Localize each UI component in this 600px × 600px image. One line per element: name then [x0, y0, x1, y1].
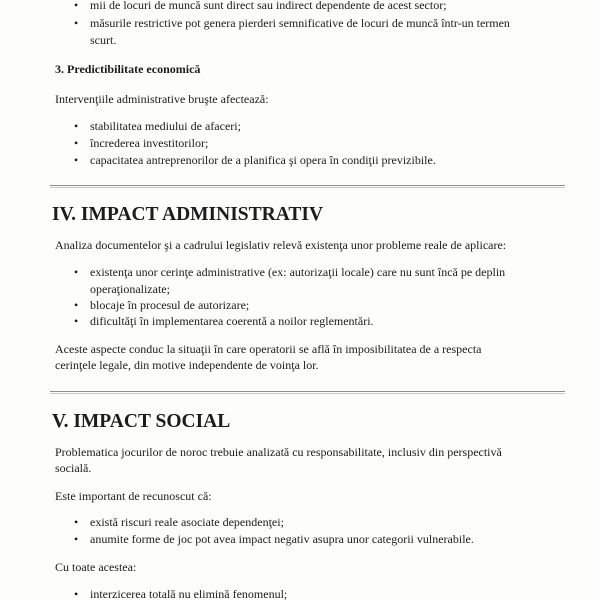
paragraph-line: Aceste aspecte conduc la situaţii în care operatorii se află în imposibilitatea de a respecta — [55, 342, 482, 356]
bullet-dot: • — [74, 16, 79, 30]
section-heading: V. IMPACT SOCIAL — [52, 411, 231, 432]
bullet-item-text: capacitatea antreprenorilor de a planifica şi opera în condiţii previzibile. — [90, 153, 436, 167]
bullet-dot: • — [74, 532, 79, 546]
bullet-dot: • — [74, 314, 79, 328]
bullet-item-text: încrederea investitorilor; — [90, 136, 209, 150]
bullet-item-text: stabilitatea mediului de afaceri; — [90, 119, 241, 133]
bullet-dot: • — [74, 153, 79, 167]
horizontal-rule — [50, 391, 565, 394]
paragraph-line: Este important de recunoscut că: — [55, 489, 212, 503]
subsection-heading: 3. Predictibilitate economică — [55, 62, 201, 76]
section-heading: IV. IMPACT ADMINISTRATIV — [52, 204, 324, 225]
bullet-dot: • — [74, 0, 79, 12]
bullet-dot: • — [74, 119, 79, 133]
bullet-dot: • — [74, 515, 79, 529]
bullet-item-text: mii de locuri de muncă sunt direct sau indirect dependente de acest sector; — [90, 0, 447, 12]
bullet-dot: • — [74, 298, 79, 312]
bullet-item-text: măsurile restrictive pot genera pierderi semnificative de locuri de muncă într-un termen — [90, 16, 510, 30]
paragraph-line: cerinţele legale, din motive independente de voinţa lor. — [55, 358, 319, 372]
bullet-item-text: anumite forme de joc pot avea impact negativ asupra unor categorii vulnerabile. — [90, 532, 474, 546]
bullet-item-text: există riscuri reale asociate dependenţei; — [90, 515, 284, 529]
paragraph-line: Intervenţiile administrative bruşte afectează: — [55, 92, 269, 106]
paragraph-line: Analiza documentelor şi a cadrului legislativ relevă existenţa unor probleme reale de aplicare: — [55, 238, 507, 252]
paragraph-line: socială. — [55, 461, 92, 475]
bullet-item-continuation: operaţionalizate; — [90, 282, 170, 296]
bullet-item-text: interzicerea totală nu elimină fenomenul; — [90, 587, 288, 600]
bullet-item-continuation: scurt. — [90, 33, 117, 47]
horizontal-rule — [50, 185, 565, 188]
bullet-item-text: existenţa unor cerinţe administrative (ex: autorizaţii locale) care nu sunt încă pe deplin — [90, 265, 506, 279]
bullet-item-text: dificultăţi în implementarea coerentă a noilor reglementări. — [90, 314, 374, 328]
paragraph-line: Cu toate acestea: — [55, 560, 137, 574]
paragraph-line: Problematica jocurilor de noroc trebuie analizată cu responsabilitate, inclusiv din perspectivă — [55, 445, 502, 459]
bullet-dot: • — [74, 136, 79, 150]
bullet-dot: • — [74, 587, 79, 600]
bullet-dot: • — [74, 265, 79, 279]
bullet-item-text: blocaje în procesul de autorizare; — [90, 298, 250, 312]
